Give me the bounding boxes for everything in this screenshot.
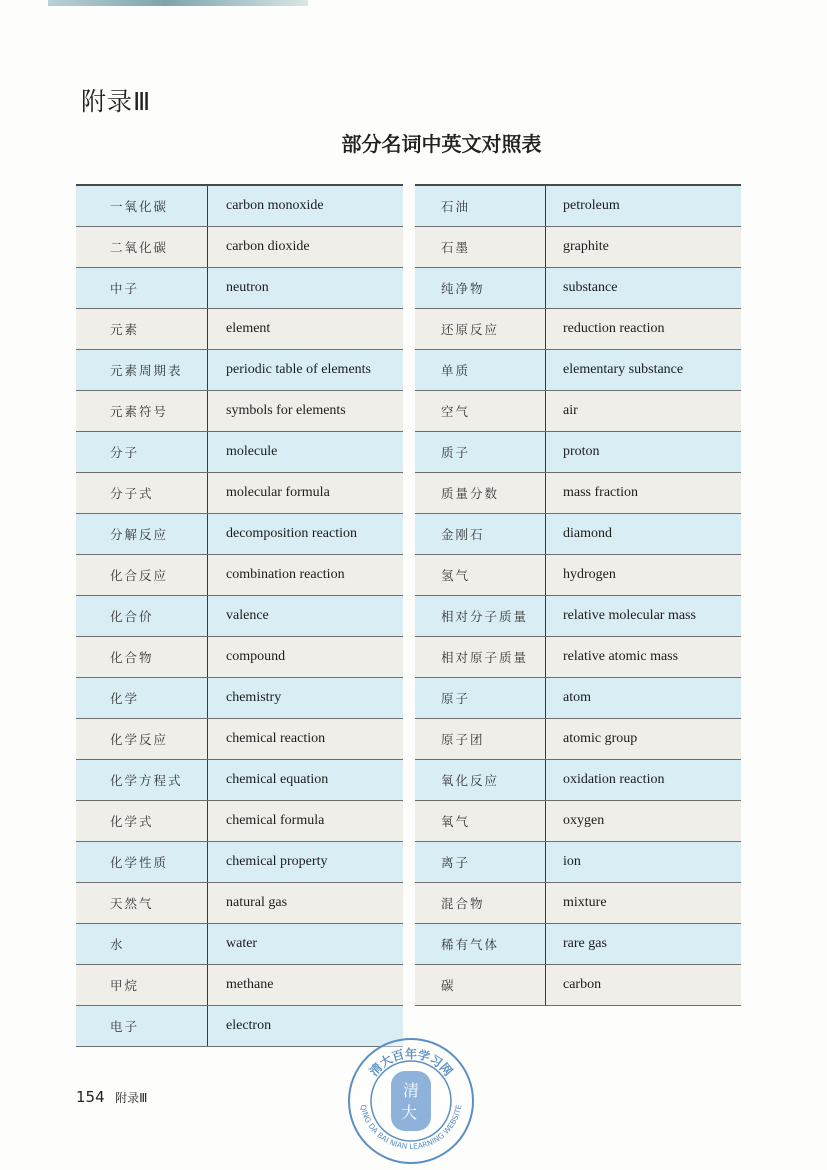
table-row: [415, 555, 741, 596]
table-row: [415, 596, 741, 637]
table-row: [76, 678, 403, 719]
term-english: molecular formula: [226, 485, 330, 500]
seal-icon: [346, 1036, 476, 1166]
seal-center-glyph-1: 清: [402, 1081, 420, 1100]
table-row: [76, 514, 403, 555]
term-chinese: 质子: [415, 432, 546, 472]
term-english: molecule: [226, 444, 278, 459]
term-chinese: 化学: [76, 678, 208, 718]
term-chinese: 一氧化碳: [76, 186, 208, 226]
watermark-seal: [346, 1036, 476, 1166]
table-title: [0, 128, 827, 157]
term-chinese: 化合物: [76, 637, 208, 677]
table-row: [76, 596, 403, 637]
table-row: [415, 637, 741, 678]
term-english: electron: [226, 1018, 272, 1033]
term-english: chemical formula: [226, 813, 325, 828]
term-english: relative atomic mass: [563, 649, 679, 664]
seal-bottom-text: QING DA BAI NIAN LEARNING WEBSITE: [358, 1103, 464, 1152]
term-chinese: 还原反应: [415, 309, 546, 349]
table-row: [415, 760, 741, 801]
term-chinese: 原子团: [415, 719, 546, 759]
term-english: carbon: [563, 977, 602, 992]
table-row: [415, 473, 741, 514]
term-english: diamond: [563, 526, 612, 541]
top-decorative-band: [48, 0, 308, 6]
table-row: [415, 514, 741, 555]
table-row: [415, 801, 741, 842]
table-row: [76, 555, 403, 596]
term-chinese: 甲烷: [76, 965, 208, 1005]
term-chinese: 化学性质: [76, 842, 208, 882]
term-chinese: 相对分子质量: [415, 596, 546, 636]
term-chinese: 石墨: [415, 227, 546, 267]
term-chinese: 离子: [415, 842, 546, 882]
term-english: relative molecular mass: [563, 608, 696, 623]
term-english: carbon dioxide: [226, 239, 310, 254]
term-english: proton: [563, 444, 600, 459]
term-chinese: 元素周期表: [76, 350, 208, 390]
term-english: petroleum: [563, 198, 620, 213]
term-chinese: 稀有气体: [415, 924, 546, 964]
appendix-title: 附录Ⅲ: [81, 87, 152, 116]
term-english: valence: [226, 608, 269, 623]
term-chinese: 二氧化碳: [76, 227, 208, 267]
term-english: rare gas: [563, 936, 607, 951]
term-chinese: 天然气: [76, 883, 208, 923]
footer-label: 附录Ⅲ: [115, 1091, 148, 1105]
table-row: [76, 801, 403, 842]
table-row: [415, 678, 741, 719]
term-english: oxygen: [563, 813, 605, 828]
term-english: chemical reaction: [226, 731, 326, 746]
table-row: [415, 842, 741, 883]
term-chinese: 原子: [415, 678, 546, 718]
table-row: [76, 350, 403, 391]
term-chinese: 相对原子质量: [415, 637, 546, 677]
table-row: [76, 227, 403, 268]
table-row: [415, 227, 741, 268]
term-english: element: [226, 321, 271, 336]
term-english: compound: [226, 649, 286, 664]
term-english: air: [563, 403, 578, 418]
term-english: chemical equation: [226, 772, 329, 787]
seal-top-text: 清大百年学习网: [366, 1047, 456, 1079]
term-chinese: 氧化反应: [415, 760, 546, 800]
term-chinese: 金刚石: [415, 514, 546, 554]
term-english: atom: [563, 690, 591, 705]
term-chinese: 中子: [76, 268, 208, 308]
term-chinese: 元素: [76, 309, 208, 349]
term-english: methane: [226, 977, 274, 992]
term-english: chemistry: [226, 690, 282, 705]
table-row: [76, 268, 403, 309]
term-chinese: 分解反应: [76, 514, 208, 554]
page-number: 154: [76, 1088, 105, 1106]
term-english: carbon monoxide: [226, 198, 324, 213]
term-chinese: 氢气: [415, 555, 546, 595]
table-row: [415, 391, 741, 432]
table-row: [415, 309, 741, 350]
term-chinese: 水: [76, 924, 208, 964]
vocabulary-table-left: [76, 184, 403, 1047]
term-chinese: 电子: [76, 1006, 208, 1046]
table-title-text: 部分名词中英文对照表: [341, 132, 542, 156]
term-english: neutron: [226, 280, 269, 295]
table-row: [76, 309, 403, 350]
table-row: [76, 883, 403, 924]
term-chinese: 纯净物: [415, 268, 546, 308]
term-chinese: 氧气: [415, 801, 546, 841]
term-english: graphite: [563, 239, 609, 254]
table-row: [76, 842, 403, 883]
term-english: combination reaction: [226, 567, 345, 582]
term-chinese: 分子式: [76, 473, 208, 513]
term-english: hydrogen: [563, 567, 616, 582]
term-english: mixture: [563, 895, 607, 910]
term-chinese: 元素符号: [76, 391, 208, 431]
term-chinese: 石油: [415, 186, 546, 226]
term-english: water: [226, 936, 258, 951]
term-english: decomposition reaction: [226, 526, 358, 541]
table-row: [415, 719, 741, 760]
table-row: [76, 637, 403, 678]
table-row: [76, 186, 403, 227]
term-english: natural gas: [226, 895, 288, 910]
table-row: [76, 760, 403, 801]
table-row: [76, 432, 403, 473]
term-english: mass fraction: [563, 485, 639, 500]
table-row: [415, 186, 741, 227]
table-row: [415, 883, 741, 924]
table-row: [76, 719, 403, 760]
term-chinese: 化学式: [76, 801, 208, 841]
term-chinese: 化学方程式: [76, 760, 208, 800]
term-english: chemical property: [226, 854, 328, 869]
term-chinese: 化合价: [76, 596, 208, 636]
term-english: periodic table of elements: [226, 362, 371, 377]
table-row: [415, 924, 741, 965]
term-chinese: 质量分数: [415, 473, 546, 513]
term-english: oxidation reaction: [563, 772, 665, 787]
table-row: [415, 268, 741, 309]
term-english: reduction reaction: [563, 321, 665, 336]
table-row: [415, 965, 741, 1006]
table-row: [415, 350, 741, 391]
term-english: elementary substance: [563, 362, 684, 377]
term-chinese: 化合反应: [76, 555, 208, 595]
seal-center-glyph-2: 大: [400, 1103, 418, 1122]
table-row: [415, 432, 741, 473]
table-row: [76, 391, 403, 432]
term-chinese: 空气: [415, 391, 546, 431]
term-chinese: 混合物: [415, 883, 546, 923]
term-english: symbols for elements: [226, 403, 346, 418]
term-english: atomic group: [563, 731, 638, 746]
vocabulary-table-right: [415, 184, 741, 1006]
term-english: ion: [563, 854, 581, 869]
page-footer: [76, 1088, 147, 1106]
term-chinese: 化学反应: [76, 719, 208, 759]
term-english: substance: [563, 280, 618, 295]
term-chinese: 单质: [415, 350, 546, 390]
table-row: [76, 965, 403, 1006]
term-chinese: 分子: [76, 432, 208, 472]
table-row: [76, 924, 403, 965]
table-row: [76, 473, 403, 514]
term-chinese: 碳: [415, 965, 546, 1005]
